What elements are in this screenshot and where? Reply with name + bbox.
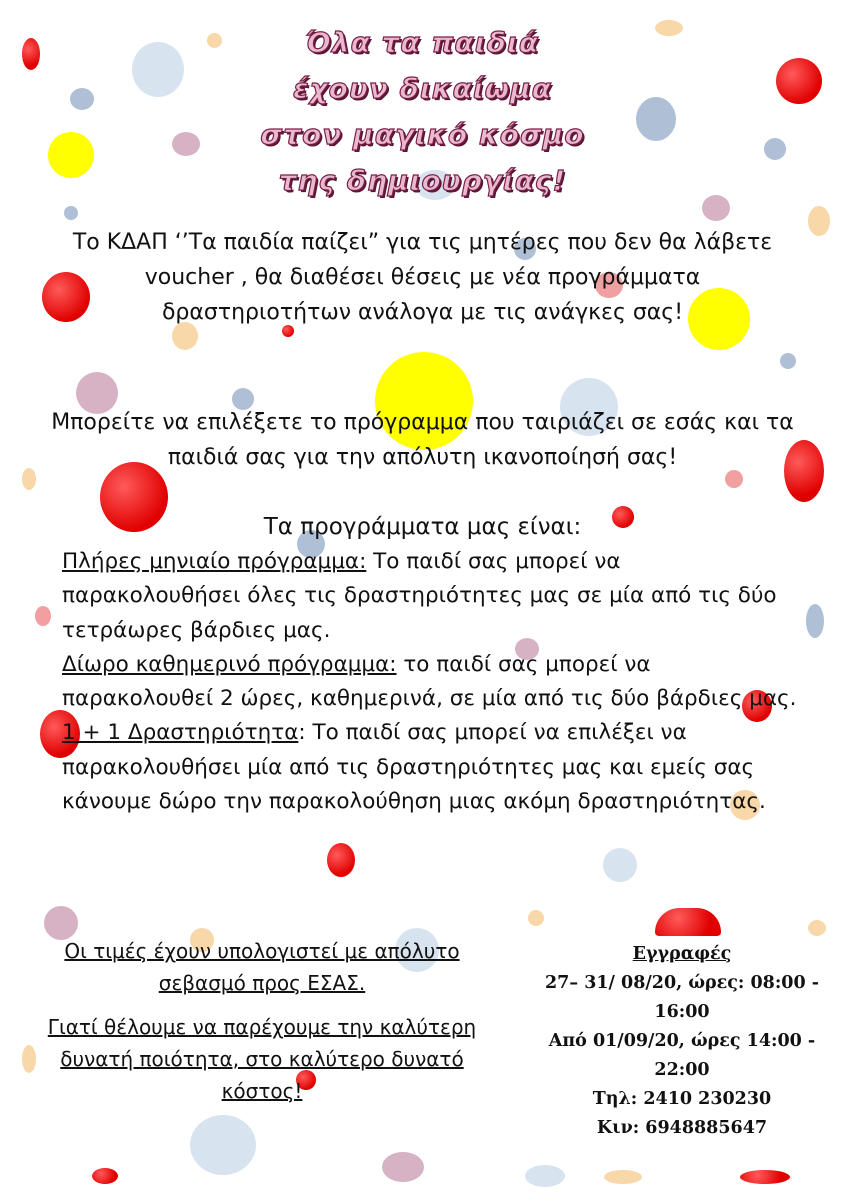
- headline-line: στον μαγικό κόσμο: [260, 118, 585, 151]
- phone-number: Τηλ: 2410 230230: [592, 1089, 772, 1109]
- program-name: Δίωρο καθημερινό πρόγραμμα:: [62, 651, 397, 677]
- program-description: Το παιδί σας μπορεί να παρακολουθήσει όλες τις δραστηριότητες μας σε μία από τις δύο τετράωρες βάρδιες μας.: [62, 549, 777, 643]
- headline-line: της δημιουργίας!: [278, 164, 567, 197]
- headline: [0, 20, 845, 204]
- program-description: : Το παιδί σας μπορεί να επιλέξει να παρακολουθήσει μία από τις δραστηριότητες μας και εμείς σας κάνουμε δώρο την παρακολούθηση μιας ακόμη δραστηριότητας.: [62, 720, 766, 815]
- pricing-note: [22, 935, 502, 1119]
- headline-line: Όλα τα παιδιά: [305, 26, 540, 59]
- registration-heading: Εγγραφές: [632, 944, 732, 964]
- intro-paragraph: Το ΚΔΑΠ ‘’Τα παιδία παίζει” για τις μητέρες που δεν θα λάβετε voucher , θα διαθέσει θέσεις με νέα προγράμματα δραστηριοτήτων ανάλογα με τις ανάγκες σας!: [72, 230, 773, 325]
- program-item: [62, 545, 802, 648]
- registration-period-2: Από 01/09/20, ώρες 14:00 - 22:00: [548, 1031, 816, 1080]
- program-item: [62, 648, 802, 717]
- program-name: Πλήρες μηνιαίο πρόγραμμα:: [62, 549, 367, 574]
- programs-heading: Τα προγράμματα μας είναι:: [263, 514, 582, 540]
- pricing-line: Οι τιμές έχουν υπολογιστεί με απόλυτο σεβασμό προς ΕΣΑΣ.: [64, 939, 460, 995]
- quality-line: Γιατί θέλουμε να παρέχουμε την καλύτερη δυνατή ποιότητα, στο καλύτερο δυνατό κόστος!: [47, 1015, 477, 1103]
- registration-period-1: 27– 31/ 08/20, ώρες: 08:00 - 16:00: [545, 973, 819, 1022]
- registration-box: [532, 940, 832, 1143]
- mobile-number: Κιν: 6948885647: [596, 1118, 768, 1138]
- program-item: [62, 716, 802, 819]
- headline-line: έχουν δικαίωμα: [293, 72, 552, 105]
- program-description: το παιδί σας μπορεί να παρακολουθεί 2 ώρες, καθημερινά, σε μία από τις δύο βάρδιες μας.: [62, 651, 797, 712]
- programs-list: [62, 545, 802, 819]
- choice-paragraph: Μπορείτε να επιλέξετε το πρόγραμμα που ταιριάζει σε εσάς και τα παιδιά σας για την απόλυτη ικανοποίησή σας!: [51, 410, 794, 470]
- program-name: 1 + 1 Δραστηριότητα: [62, 720, 299, 746]
